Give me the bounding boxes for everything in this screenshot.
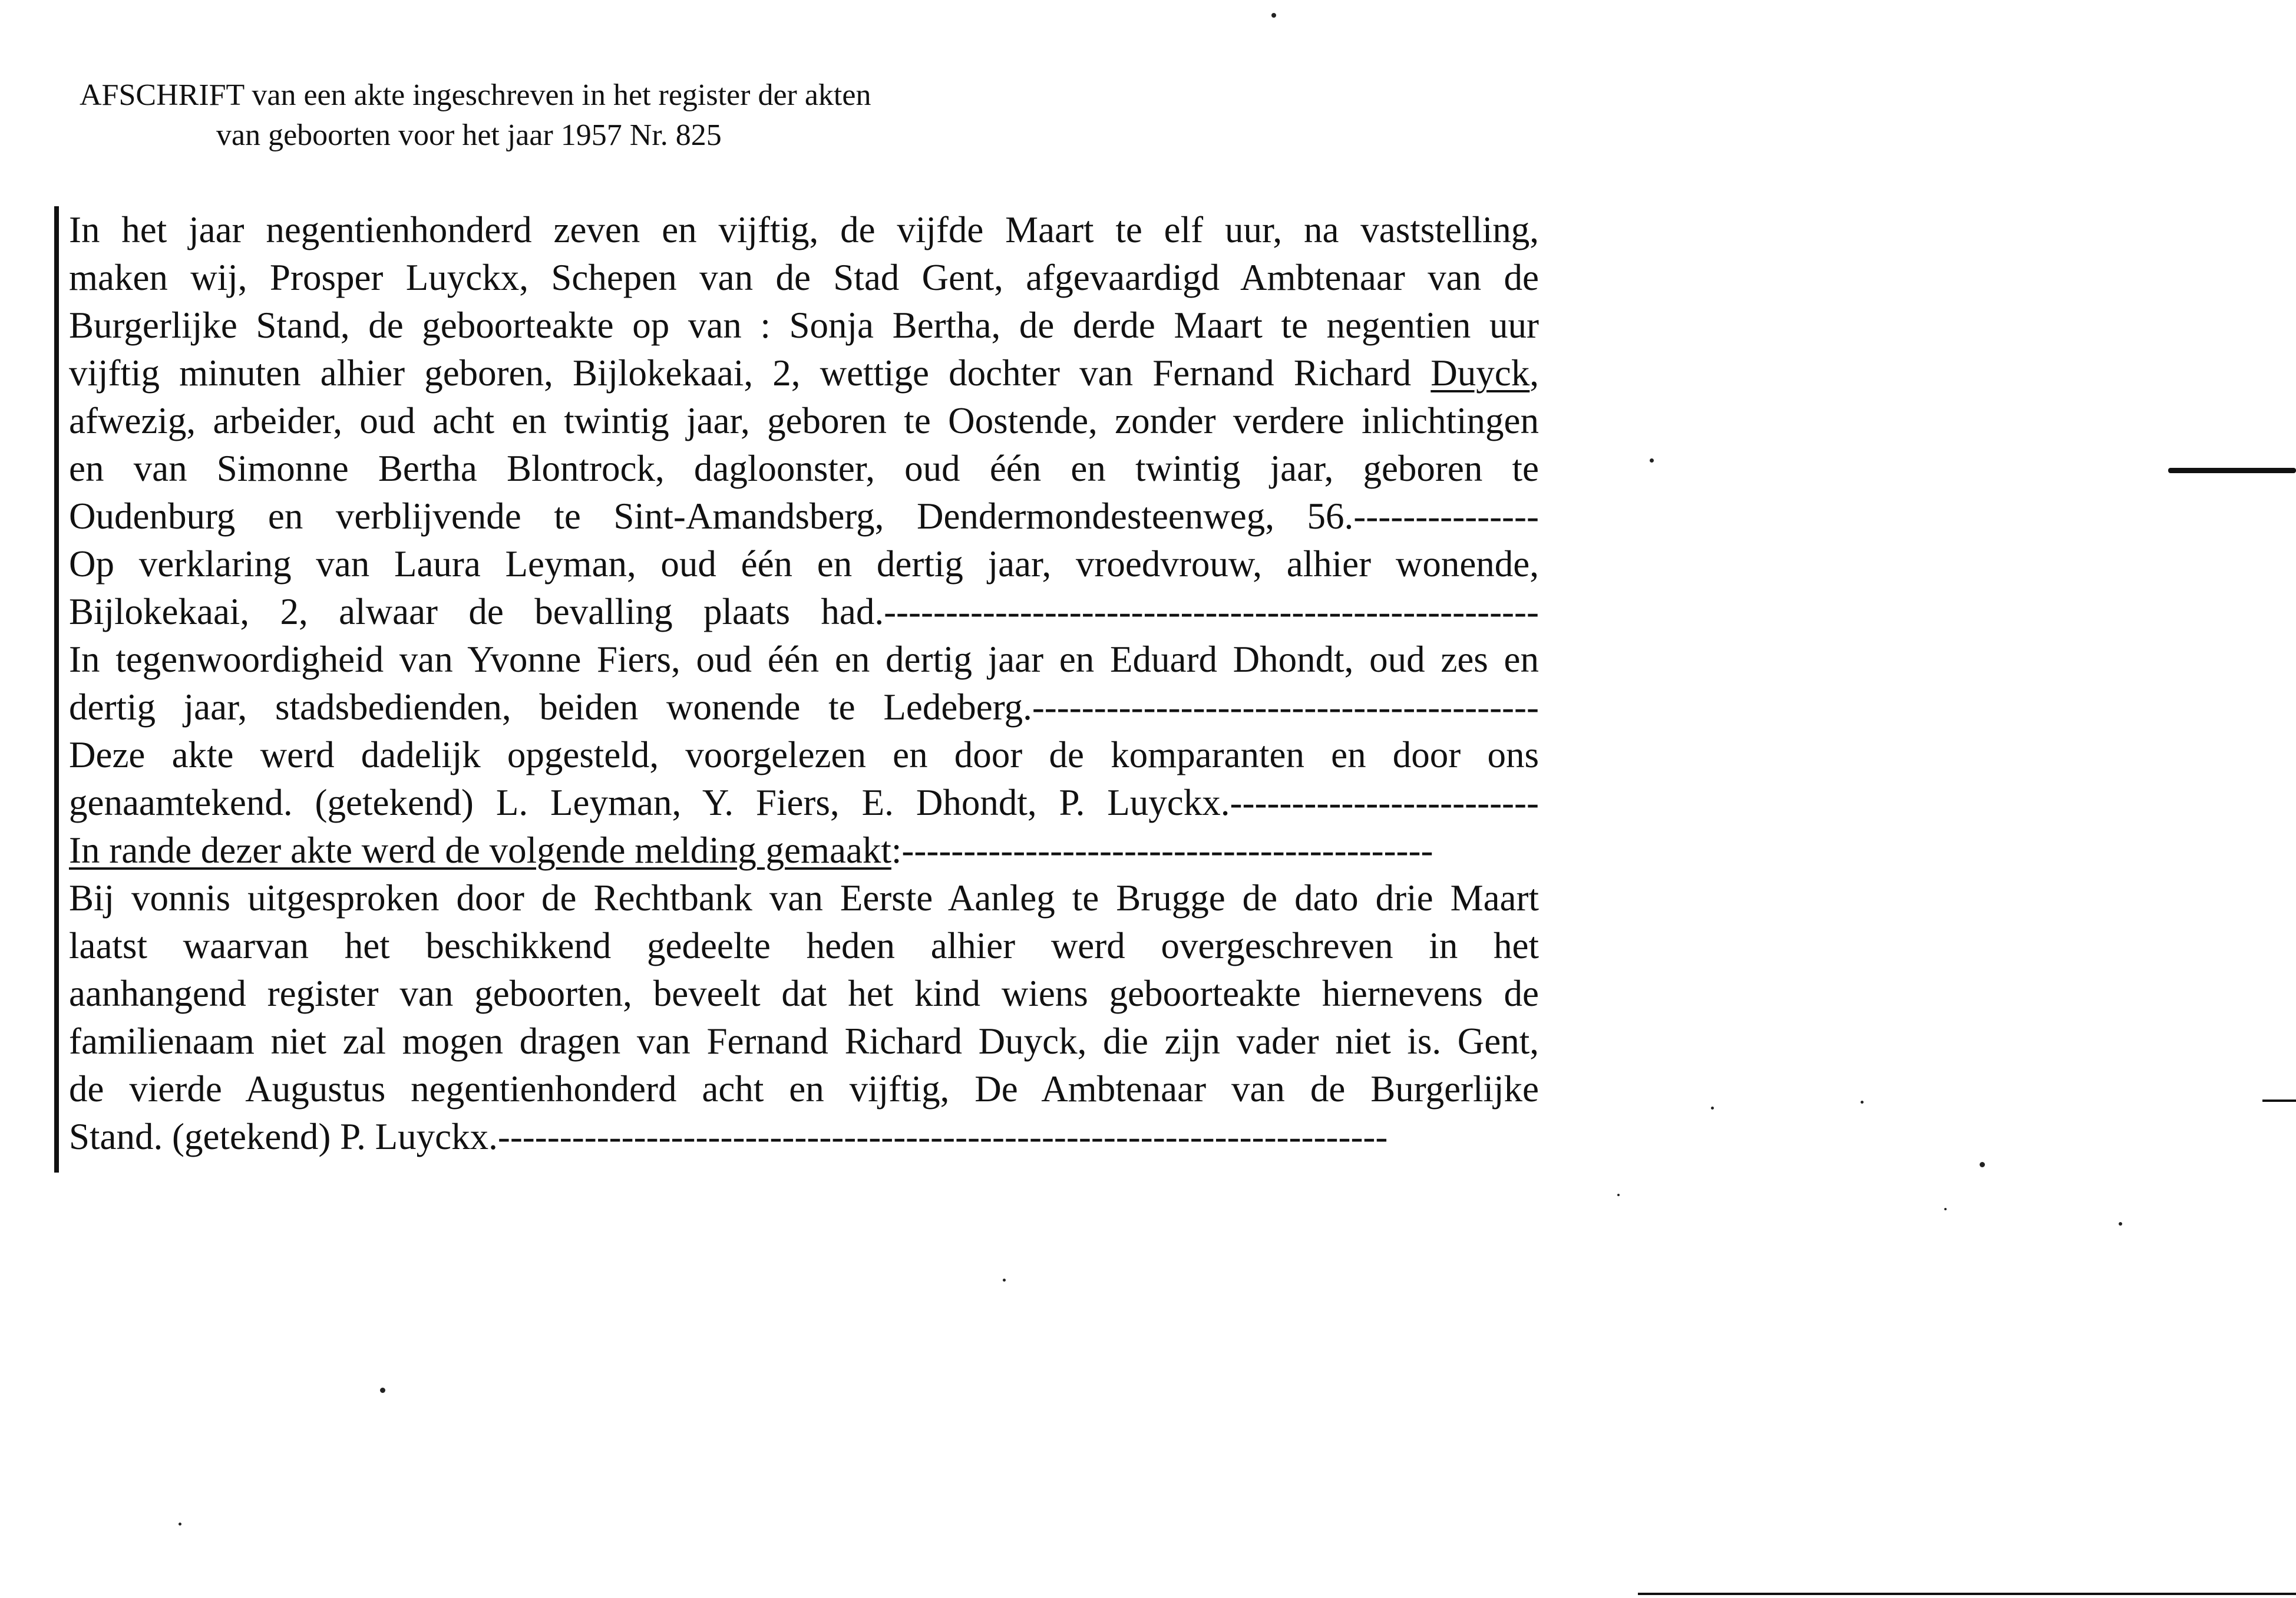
scan-speck — [1944, 1208, 1947, 1210]
margin-line-5: de vierde Augustus negentienhonderd acht en vijftig, De Ambtenaar van de Burgerlijke — [69, 1068, 1539, 1110]
deed-line-1: In het jaar negentienhonderd zeven en vijftig, de vijfde Maart te elf uur, na vaststelling, — [69, 209, 1539, 250]
margin-line-6: Stand. (getekend) P. Luyckx.------------------------------------------------------------------------ — [69, 1116, 1388, 1157]
deed-line-4 — [69, 349, 1539, 397]
header-line-2: van geboorten voor het jaar 1957 Nr. 825 — [216, 118, 722, 152]
deed-line-8: Op verklaring van Laura Leyman, oud één en dertig jaar, vroedvrouw, alhier wonende, — [69, 543, 1539, 585]
scan-speck — [1271, 13, 1276, 18]
deed-line-13: genaamtekend. (getekend) L. Leyman, Y. Fiers, E. Dhondt, P. Luyckx.------------------------- — [69, 782, 1539, 823]
scan-speck — [1617, 1194, 1620, 1196]
margin-note-heading-line — [69, 827, 1539, 874]
deed-line-4-tail: , — [1529, 352, 1539, 394]
deed-line-7: Oudenburg en verblijvende te Sint-Amandsberg, Dendermondesteenweg, 56.--------------- — [69, 496, 1539, 537]
scan-smudge-right-lower — [2262, 1100, 2296, 1102]
margin-note-heading-tail: :------------------------------------------- — [891, 830, 1433, 871]
scan-speck — [1003, 1279, 1006, 1282]
deed-line-9: Bijlokekaai, 2, alwaar de bevalling plaats had.----------------------------------------------------- — [69, 591, 1539, 632]
scan-speck — [1980, 1162, 1985, 1167]
margin-line-1: Bij vonnis uitgesproken door de Rechtbank van Eerste Aanleg te Brugge de dato drie Maart — [69, 877, 1539, 919]
deed-line-3: Burgerlijke Stand, de geboorteakte op van : Sonja Bertha, de derde Maart te negentien uur — [69, 305, 1539, 346]
document-header — [80, 75, 871, 156]
deed-line-6: en van Simonne Bertha Blontrock, dagloonster, oud één en twintig jaar, geboren te — [69, 448, 1539, 489]
scan-speck — [1711, 1107, 1714, 1110]
scan-line-bottom — [1638, 1593, 2296, 1595]
scan-speck — [2119, 1222, 2122, 1226]
margin-line-4: familienaam niet zal mogen dragen van Fernand Richard Duyck, die zijn vader niet is. Gent, — [69, 1021, 1539, 1062]
header-line-1: AFSCHRIFT van een akte ingeschreven in het register der akten — [80, 78, 871, 112]
deed-line-4-text: vijftig minuten alhier geboren, Bijlokekaai, 2, wettige dochter van Fernand Richard — [69, 352, 1412, 394]
margin-note-heading: In rande dezer akte werd de volgende melding gemaakt — [69, 830, 891, 871]
scan-speck — [380, 1388, 385, 1393]
underlined-surname: Duyck — [1431, 352, 1530, 394]
scan-speck — [1861, 1101, 1864, 1104]
scan-speck — [179, 1523, 181, 1526]
deed-line-10: In tegenwoordigheid van Yvonne Fiers, oud één en dertig jaar en Eduard Dhondt, oud zes en — [69, 639, 1539, 680]
deed-line-2: maken wij, Prosper Luyckx, Schepen van de Stad Gent, afgevaardigd Ambtenaar van de — [69, 257, 1539, 298]
margin-line-3: aanhangend register van geboorten, beveelt dat het kind wiens geboorteakte hiernevens de — [69, 973, 1539, 1014]
deed-line-5: afwezig, arbeider, oud acht en twintig jaar, geboren te Oostende, zonder verdere inlichtingen — [69, 400, 1539, 441]
scan-speck — [1650, 458, 1654, 463]
margin-line-2: laatst waarvan het beschikkend gedeelte heden alhier werd overgeschreven in het — [69, 925, 1539, 966]
deed-text — [54, 206, 1539, 1173]
deed-line-11: dertig jaar, stadsbedienden, beiden wonende te Ledeberg.----------------------------------------- — [69, 686, 1539, 728]
deed-line-12: Deze akte werd dadelijk opgesteld, voorgelezen en door de komparanten en door ons — [69, 734, 1539, 775]
scan-smudge-right — [2168, 468, 2296, 473]
